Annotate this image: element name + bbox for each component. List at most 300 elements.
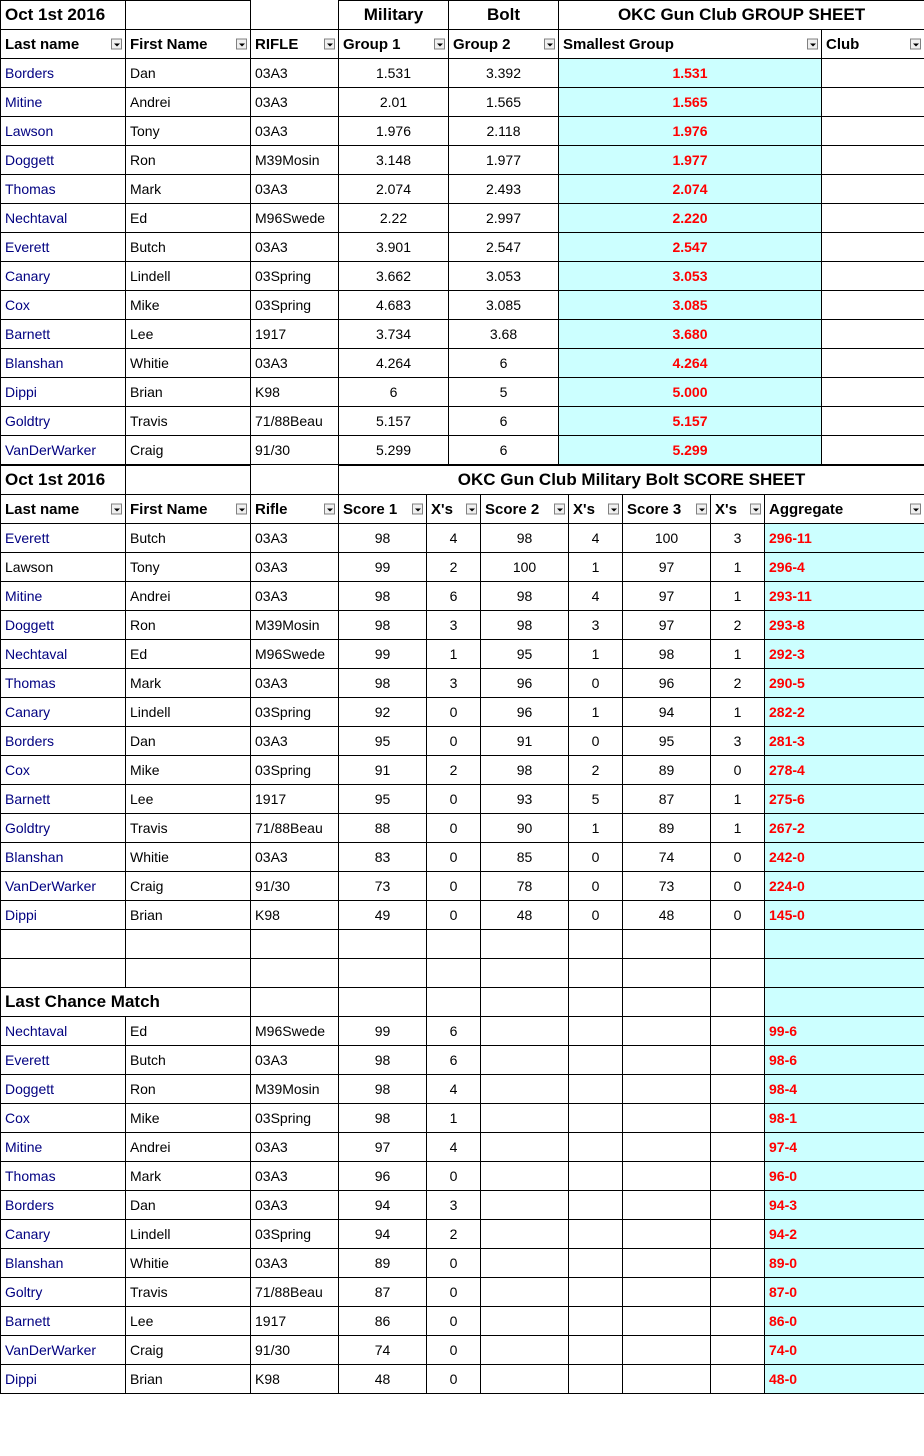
table-row xyxy=(1,756,924,785)
cell-xs-3: 0 xyxy=(711,901,765,930)
cell-last-name: Mitine xyxy=(1,1133,126,1162)
cell-last-name: Lawson xyxy=(1,117,126,146)
chevron-down-icon[interactable] xyxy=(544,39,555,50)
cell-xs-2: 4 xyxy=(569,524,623,553)
cell-score-1: 91 xyxy=(339,756,427,785)
banner-bolt: Bolt xyxy=(449,1,559,30)
chevron-down-icon[interactable] xyxy=(910,39,921,50)
cell-score-2: 93 xyxy=(481,785,569,814)
blank-cell xyxy=(569,930,623,959)
banner-blank-1 xyxy=(126,1,251,30)
blank-cell xyxy=(765,930,924,959)
cell-score-1: 95 xyxy=(339,785,427,814)
cell-group-1: 2.074 xyxy=(339,175,449,204)
cell-smallest-group: 1.565 xyxy=(559,88,822,117)
cell-first-name: Brian xyxy=(126,378,251,407)
header-rifle[interactable] xyxy=(251,30,339,59)
blank-cell xyxy=(481,988,569,1017)
cell-xs-3 xyxy=(711,1133,765,1162)
chevron-down-icon[interactable] xyxy=(434,39,445,50)
cell-score-1: 95 xyxy=(339,727,427,756)
cell-rifle: 1917 xyxy=(251,785,339,814)
cell-aggregate: 89-0 xyxy=(765,1249,924,1278)
cell-score-1: 96 xyxy=(339,1162,427,1191)
cell-xs-1: 0 xyxy=(427,1278,481,1307)
table-row xyxy=(1,1104,924,1133)
cell-rifle: 03A3 xyxy=(251,175,339,204)
table-row xyxy=(1,669,924,698)
cell-last-name: Blanshan xyxy=(1,349,126,378)
cell-club xyxy=(822,59,924,88)
chevron-down-icon[interactable] xyxy=(910,504,921,515)
cell-last-name: Blanshan xyxy=(1,843,126,872)
cell-score-2 xyxy=(481,1191,569,1220)
header-first-name-label: First Name xyxy=(130,35,208,53)
table-row xyxy=(1,407,924,436)
blank-cell xyxy=(711,930,765,959)
header-rifle-label: RIFLE xyxy=(255,35,299,53)
blank-cell xyxy=(251,930,339,959)
cell-group-2: 2.118 xyxy=(449,117,559,146)
cell-group-1: 3.734 xyxy=(339,320,449,349)
header-group-2-label: Group 2 xyxy=(453,35,511,53)
blank-cell xyxy=(623,930,711,959)
cell-rifle: 03A3 xyxy=(251,524,339,553)
table-row xyxy=(1,872,924,901)
cell-score-2 xyxy=(481,1336,569,1365)
chevron-down-icon[interactable] xyxy=(750,504,761,515)
cell-last-name: Doggett xyxy=(1,146,126,175)
cell-xs-2: 1 xyxy=(569,814,623,843)
group-sheet-date: Oct 1st 2016 xyxy=(1,1,126,30)
cell-score-3 xyxy=(623,1191,711,1220)
header-score-3[interactable] xyxy=(623,495,711,524)
cell-xs-2 xyxy=(569,1278,623,1307)
header-score-3-label: Score 3 xyxy=(627,500,682,518)
table-row xyxy=(1,1220,924,1249)
cell-rifle: M39Mosin xyxy=(251,1075,339,1104)
table-row xyxy=(1,640,924,669)
table-row xyxy=(1,611,924,640)
cell-group-1: 6 xyxy=(339,378,449,407)
header-first-name[interactable] xyxy=(126,30,251,59)
cell-last-name: Borders xyxy=(1,727,126,756)
cell-xs-1: 2 xyxy=(427,1220,481,1249)
cell-score-1: 98 xyxy=(339,582,427,611)
cell-aggregate: 86-0 xyxy=(765,1307,924,1336)
cell-rifle: 03Spring xyxy=(251,1104,339,1133)
header-first-name[interactable] xyxy=(126,495,251,524)
cell-score-2 xyxy=(481,1104,569,1133)
header-aggregate-label: Aggregate xyxy=(769,500,844,518)
cell-group-2: 6 xyxy=(449,349,559,378)
cell-xs-3 xyxy=(711,1249,765,1278)
header-last-name[interactable] xyxy=(1,30,126,59)
cell-xs-2 xyxy=(569,1220,623,1249)
chevron-down-icon[interactable] xyxy=(608,504,619,515)
table-row xyxy=(1,1307,924,1336)
cell-score-3: 87 xyxy=(623,785,711,814)
header-last-name[interactable] xyxy=(1,495,126,524)
chevron-down-icon[interactable] xyxy=(466,504,477,515)
blank-cell xyxy=(481,930,569,959)
cell-club xyxy=(822,320,924,349)
cell-xs-1: 3 xyxy=(427,1191,481,1220)
cell-score-1: 99 xyxy=(339,553,427,582)
cell-xs-2 xyxy=(569,1133,623,1162)
score-sheet-table xyxy=(0,465,924,1394)
blank-cell xyxy=(569,959,623,988)
chevron-down-icon[interactable] xyxy=(111,504,122,515)
cell-xs-3 xyxy=(711,1017,765,1046)
cell-xs-1: 4 xyxy=(427,524,481,553)
table-row xyxy=(1,553,924,582)
cell-group-2: 5 xyxy=(449,378,559,407)
cell-xs-2: 0 xyxy=(569,727,623,756)
cell-group-1: 4.683 xyxy=(339,291,449,320)
cell-xs-2 xyxy=(569,1336,623,1365)
cell-first-name: Lindell xyxy=(126,698,251,727)
cell-last-name: Goldtry xyxy=(1,407,126,436)
cell-aggregate: 293-11 xyxy=(765,582,924,611)
chevron-down-icon[interactable] xyxy=(807,39,818,50)
cell-xs-2 xyxy=(569,1365,623,1394)
header-smallest-group[interactable] xyxy=(559,30,822,59)
table-row xyxy=(1,117,924,146)
cell-score-1: 98 xyxy=(339,611,427,640)
header-club[interactable] xyxy=(822,30,924,59)
table-row xyxy=(1,204,924,233)
cell-smallest-group: 1.531 xyxy=(559,59,822,88)
cell-last-name: Nechtaval xyxy=(1,1017,126,1046)
chevron-down-icon[interactable] xyxy=(696,504,707,515)
cell-xs-3 xyxy=(711,1104,765,1133)
cell-score-3: 95 xyxy=(623,727,711,756)
chevron-down-icon[interactable] xyxy=(111,39,122,50)
cell-score-2: 95 xyxy=(481,640,569,669)
header-group-1-label: Group 1 xyxy=(343,35,401,53)
cell-xs-1: 0 xyxy=(427,1307,481,1336)
cell-xs-1: 0 xyxy=(427,814,481,843)
cell-score-3: 74 xyxy=(623,843,711,872)
cell-xs-2 xyxy=(569,1191,623,1220)
cell-score-3: 100 xyxy=(623,524,711,553)
cell-first-name: Mike xyxy=(126,1104,251,1133)
table-row xyxy=(1,1249,924,1278)
cell-score-3: 98 xyxy=(623,640,711,669)
cell-score-1: 99 xyxy=(339,1017,427,1046)
cell-first-name: Mike xyxy=(126,756,251,785)
cell-score-2 xyxy=(481,1075,569,1104)
cell-score-3 xyxy=(623,1220,711,1249)
cell-xs-1: 0 xyxy=(427,1249,481,1278)
cell-xs-2: 3 xyxy=(569,611,623,640)
cell-score-3: 73 xyxy=(623,872,711,901)
table-row xyxy=(1,582,924,611)
cell-aggregate: 296-4 xyxy=(765,553,924,582)
cell-aggregate: 87-0 xyxy=(765,1278,924,1307)
chevron-down-icon[interactable] xyxy=(236,39,247,50)
cell-xs-3: 3 xyxy=(711,727,765,756)
cell-score-1: 87 xyxy=(339,1278,427,1307)
cell-last-name: Nechtaval xyxy=(1,204,126,233)
cell-last-name: Everett xyxy=(1,524,126,553)
cell-score-2 xyxy=(481,1307,569,1336)
cell-rifle: 03A3 xyxy=(251,117,339,146)
cell-score-2 xyxy=(481,1365,569,1394)
table-row xyxy=(1,1075,924,1104)
cell-last-name: Cox xyxy=(1,291,126,320)
cell-score-1: 92 xyxy=(339,698,427,727)
cell-last-name: Nechtaval xyxy=(1,640,126,669)
table-row xyxy=(1,1365,924,1394)
cell-xs-2 xyxy=(569,1075,623,1104)
cell-aggregate: 99-6 xyxy=(765,1017,924,1046)
cell-rifle: 03Spring xyxy=(251,262,339,291)
cell-first-name: Ron xyxy=(126,611,251,640)
cell-rifle: 1917 xyxy=(251,320,339,349)
cell-xs-1: 2 xyxy=(427,553,481,582)
cell-aggregate: 74-0 xyxy=(765,1336,924,1365)
cell-rifle: K98 xyxy=(251,1365,339,1394)
header-group-2[interactable] xyxy=(449,30,559,59)
cell-score-1: 98 xyxy=(339,669,427,698)
cell-score-3: 96 xyxy=(623,669,711,698)
cell-last-name: Borders xyxy=(1,1191,126,1220)
cell-aggregate: 293-8 xyxy=(765,611,924,640)
header-xs-1[interactable] xyxy=(427,495,481,524)
blank-cell xyxy=(427,959,481,988)
blank-cell xyxy=(1,930,126,959)
blank-cell xyxy=(711,988,765,1017)
cell-aggregate: 282-2 xyxy=(765,698,924,727)
cell-xs-3: 0 xyxy=(711,872,765,901)
header-xs-2-label: X's xyxy=(573,500,595,518)
cell-rifle: 03A3 xyxy=(251,553,339,582)
cell-smallest-group: 1.977 xyxy=(559,146,822,175)
cell-first-name: Lindell xyxy=(126,262,251,291)
cell-rifle: 03A3 xyxy=(251,727,339,756)
cell-xs-2 xyxy=(569,1249,623,1278)
cell-last-name: Canary xyxy=(1,1220,126,1249)
header-xs-1-label: X's xyxy=(431,500,453,518)
table-row xyxy=(1,1191,924,1220)
cell-last-name: VanDerWarker xyxy=(1,436,126,465)
table-row xyxy=(1,1046,924,1075)
cell-club xyxy=(822,349,924,378)
cell-group-2: 6 xyxy=(449,407,559,436)
header-score-1[interactable] xyxy=(339,495,427,524)
cell-smallest-group: 1.976 xyxy=(559,117,822,146)
cell-xs-3: 1 xyxy=(711,640,765,669)
cell-last-name: Dippi xyxy=(1,1365,126,1394)
chevron-down-icon[interactable] xyxy=(412,504,423,515)
cell-score-2: 78 xyxy=(481,872,569,901)
table-row xyxy=(1,233,924,262)
cell-group-2: 2.493 xyxy=(449,175,559,204)
table-row xyxy=(1,146,924,175)
cell-first-name: Andrei xyxy=(126,1133,251,1162)
cell-last-name: Goltry xyxy=(1,1278,126,1307)
cell-first-name: Mike xyxy=(126,291,251,320)
cell-last-name: Thomas xyxy=(1,1162,126,1191)
header-smallest-group-label: Smallest Group xyxy=(563,35,674,53)
cell-rifle: K98 xyxy=(251,378,339,407)
cell-group-2: 3.392 xyxy=(449,59,559,88)
blank-cell xyxy=(765,988,924,1017)
cell-xs-1: 0 xyxy=(427,698,481,727)
cell-group-1: 1.531 xyxy=(339,59,449,88)
cell-score-2: 98 xyxy=(481,756,569,785)
cell-rifle: 03Spring xyxy=(251,291,339,320)
cell-score-3: 97 xyxy=(623,582,711,611)
blank-cell xyxy=(481,959,569,988)
cell-xs-2: 5 xyxy=(569,785,623,814)
cell-first-name: Ed xyxy=(126,1017,251,1046)
cell-smallest-group: 2.220 xyxy=(559,204,822,233)
cell-aggregate: 296-11 xyxy=(765,524,924,553)
cell-xs-3 xyxy=(711,1278,765,1307)
table-row xyxy=(1,1336,924,1365)
cell-first-name: Andrei xyxy=(126,582,251,611)
cell-group-2: 3.053 xyxy=(449,262,559,291)
cell-score-1: 73 xyxy=(339,872,427,901)
cell-club xyxy=(822,378,924,407)
cell-rifle: 71/88Beau xyxy=(251,1278,339,1307)
cell-first-name: Dan xyxy=(126,1191,251,1220)
cell-rifle: M96Swede xyxy=(251,204,339,233)
cell-club xyxy=(822,175,924,204)
cell-club xyxy=(822,117,924,146)
table-row xyxy=(1,59,924,88)
cell-rifle: 03A3 xyxy=(251,582,339,611)
table-row xyxy=(1,1278,924,1307)
score-banner-blank-1 xyxy=(126,466,251,495)
cell-xs-3: 1 xyxy=(711,582,765,611)
table-row xyxy=(1,349,924,378)
cell-first-name: Tony xyxy=(126,553,251,582)
cell-xs-3 xyxy=(711,1220,765,1249)
cell-last-name: Everett xyxy=(1,233,126,262)
cell-group-1: 3.148 xyxy=(339,146,449,175)
cell-rifle: M39Mosin xyxy=(251,146,339,175)
chevron-down-icon[interactable] xyxy=(236,504,247,515)
cell-score-2: 96 xyxy=(481,698,569,727)
blank-cell xyxy=(427,988,481,1017)
cell-first-name: Tony xyxy=(126,117,251,146)
header-xs-2[interactable] xyxy=(569,495,623,524)
table-row xyxy=(1,843,924,872)
cell-xs-2 xyxy=(569,1162,623,1191)
header-xs-3[interactable] xyxy=(711,495,765,524)
cell-last-name: Borders xyxy=(1,59,126,88)
cell-score-3 xyxy=(623,1336,711,1365)
header-group-1[interactable] xyxy=(339,30,449,59)
cell-group-2: 6 xyxy=(449,436,559,465)
header-rifle-label: Rifle xyxy=(255,500,288,518)
cell-score-1: 98 xyxy=(339,524,427,553)
cell-score-3 xyxy=(623,1365,711,1394)
cell-rifle: 91/30 xyxy=(251,1336,339,1365)
cell-rifle: 71/88Beau xyxy=(251,407,339,436)
cell-rifle: 03A3 xyxy=(251,1191,339,1220)
cell-score-3 xyxy=(623,1046,711,1075)
cell-first-name: Lee xyxy=(126,785,251,814)
cell-club xyxy=(822,204,924,233)
cell-score-1: 97 xyxy=(339,1133,427,1162)
cell-xs-3: 0 xyxy=(711,843,765,872)
chevron-down-icon[interactable] xyxy=(554,504,565,515)
cell-score-1: 48 xyxy=(339,1365,427,1394)
cell-last-name: Barnett xyxy=(1,320,126,349)
cell-last-name: Everett xyxy=(1,1046,126,1075)
cell-score-2 xyxy=(481,1017,569,1046)
chevron-down-icon[interactable] xyxy=(324,504,335,515)
cell-last-name: Lawson xyxy=(1,553,126,582)
cell-smallest-group: 3.053 xyxy=(559,262,822,291)
cell-rifle: 03A3 xyxy=(251,1162,339,1191)
cell-xs-1: 0 xyxy=(427,727,481,756)
table-row xyxy=(1,436,924,465)
cell-rifle: 03A3 xyxy=(251,59,339,88)
cell-last-name: Canary xyxy=(1,262,126,291)
cell-last-name: Doggett xyxy=(1,1075,126,1104)
cell-last-name: Canary xyxy=(1,698,126,727)
blank-cell xyxy=(339,959,427,988)
cell-xs-2: 0 xyxy=(569,872,623,901)
cell-first-name: Lindell xyxy=(126,1220,251,1249)
header-rifle[interactable] xyxy=(251,495,339,524)
cell-smallest-group: 3.085 xyxy=(559,291,822,320)
cell-score-3: 48 xyxy=(623,901,711,930)
cell-group-1: 3.901 xyxy=(339,233,449,262)
score-sheet-banner-row xyxy=(1,466,924,495)
banner-blank-2 xyxy=(251,1,339,30)
cell-first-name: Butch xyxy=(126,524,251,553)
blank-cell xyxy=(339,988,427,1017)
chevron-down-icon[interactable] xyxy=(324,39,335,50)
cell-first-name: Brian xyxy=(126,901,251,930)
header-aggregate[interactable] xyxy=(765,495,924,524)
cell-club xyxy=(822,407,924,436)
cell-xs-1: 6 xyxy=(427,582,481,611)
cell-score-2 xyxy=(481,1220,569,1249)
cell-first-name: Butch xyxy=(126,233,251,262)
cell-score-1: 98 xyxy=(339,1075,427,1104)
cell-xs-3: 1 xyxy=(711,698,765,727)
cell-first-name: Butch xyxy=(126,1046,251,1075)
cell-club xyxy=(822,233,924,262)
cell-xs-2: 1 xyxy=(569,698,623,727)
cell-score-3: 89 xyxy=(623,756,711,785)
cell-score-1: 86 xyxy=(339,1307,427,1336)
header-club-label: Club xyxy=(826,35,860,53)
cell-xs-2: 1 xyxy=(569,553,623,582)
blank-cell xyxy=(569,988,623,1017)
cell-rifle: 03A3 xyxy=(251,669,339,698)
cell-aggregate: 94-3 xyxy=(765,1191,924,1220)
blank-cell xyxy=(126,930,251,959)
last-chance-title-row xyxy=(1,988,924,1017)
cell-last-name: Blanshan xyxy=(1,1249,126,1278)
cell-xs-3 xyxy=(711,1162,765,1191)
cell-group-1: 5.299 xyxy=(339,436,449,465)
cell-aggregate: 145-0 xyxy=(765,901,924,930)
last-chance-title: Last Chance Match xyxy=(1,988,251,1017)
cell-first-name: Ron xyxy=(126,1075,251,1104)
header-score-2[interactable] xyxy=(481,495,569,524)
table-row xyxy=(1,785,924,814)
